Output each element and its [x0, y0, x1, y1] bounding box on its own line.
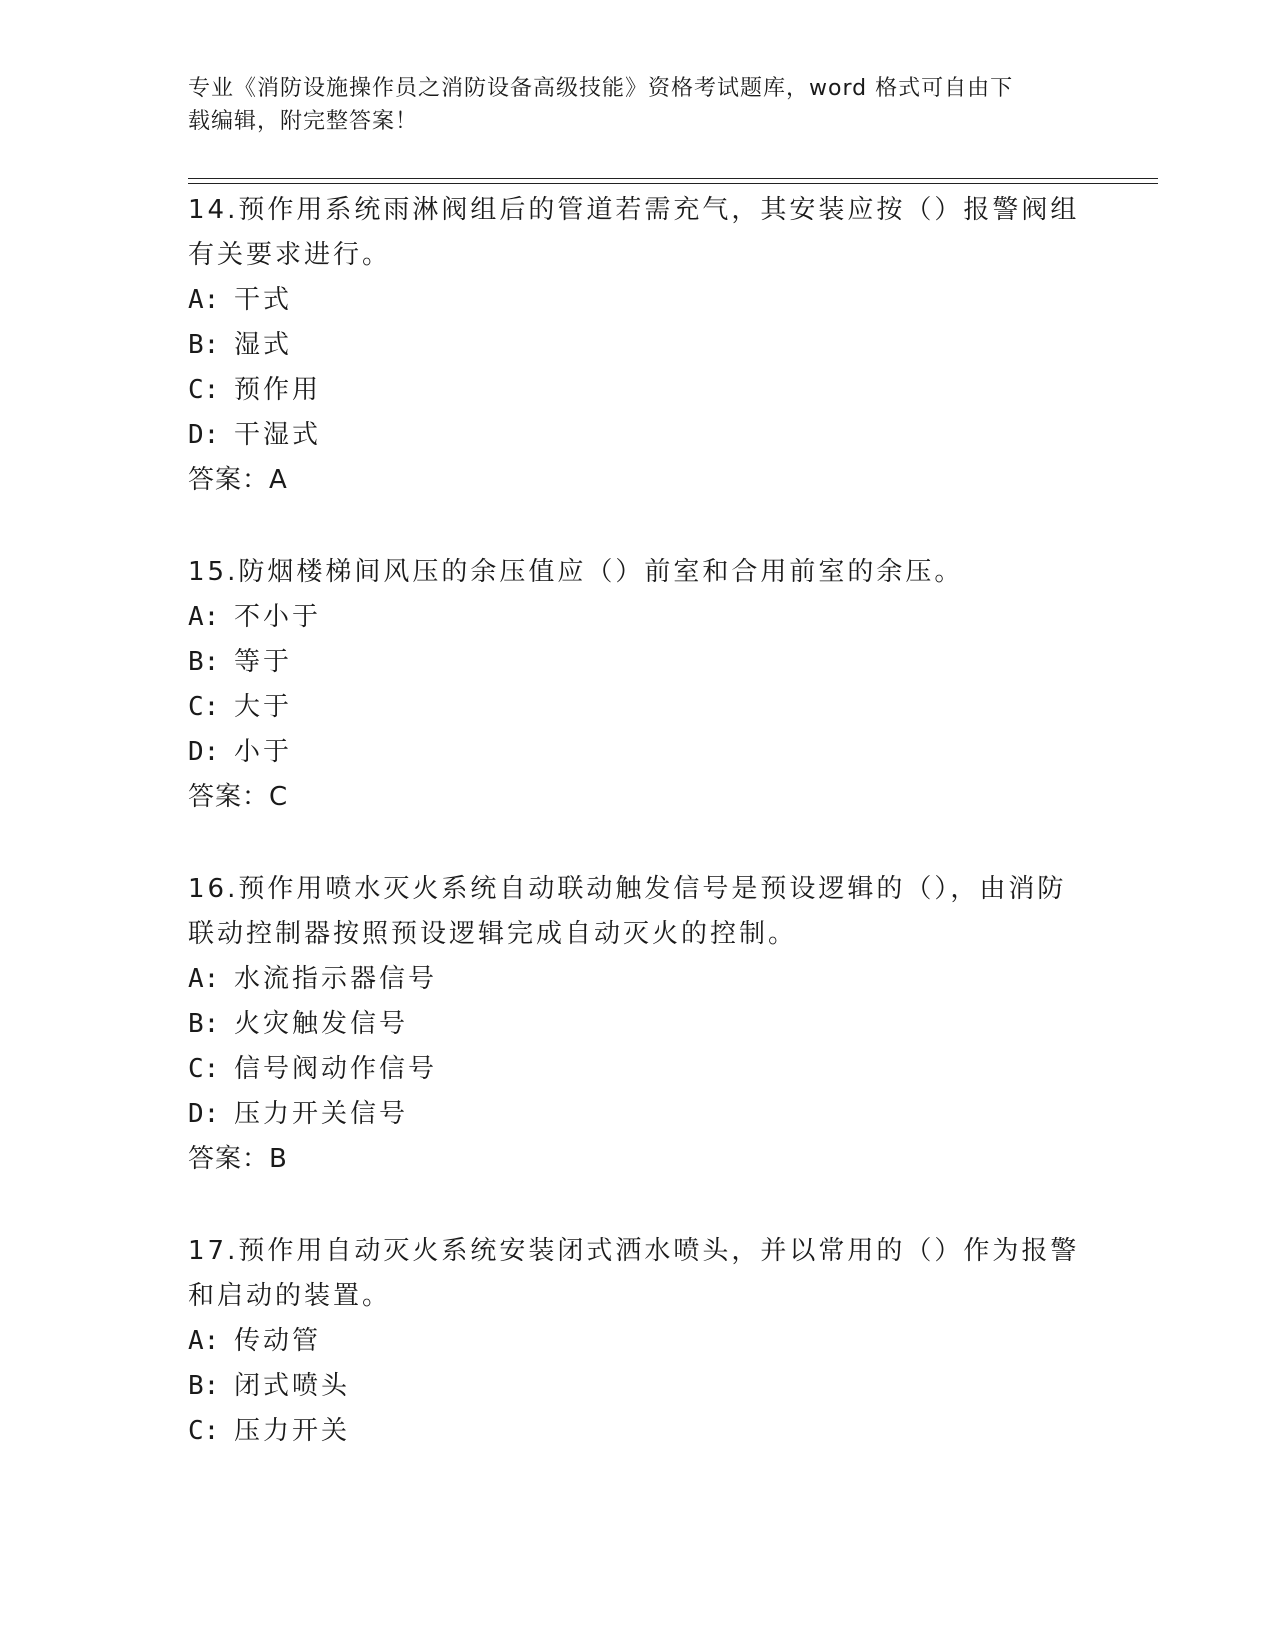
- header-divider-top: [188, 178, 1158, 179]
- option-key: B:: [188, 330, 220, 360]
- option-key: C:: [188, 1054, 220, 1084]
- option-a: [188, 957, 1088, 1002]
- option-key: D:: [188, 737, 220, 767]
- answer-value: C: [269, 782, 289, 812]
- option-text: 干湿式: [234, 420, 322, 450]
- question-stem-line: 和启动的装置。: [188, 1281, 392, 1311]
- option-b: [188, 640, 1088, 685]
- question-stem-line: 16.预作用喷水灭火系统自动联动触发信号是预设逻辑的（），由消防: [188, 874, 1067, 904]
- option-b: [188, 1364, 1088, 1409]
- option-key: C:: [188, 1416, 220, 1446]
- option-key: B:: [188, 647, 220, 677]
- option-key: A:: [188, 602, 220, 632]
- header-line-2: 载编辑，附完整答案！: [188, 109, 419, 134]
- answer-value: B: [269, 1144, 288, 1174]
- option-key: B:: [188, 1371, 220, 1401]
- option-key: C:: [188, 692, 220, 722]
- question-stem-line: 17.预作用自动灭火系统安装闭式洒水喷头，并以常用的（）作为报警: [188, 1236, 1080, 1266]
- option-d: [188, 1092, 1088, 1137]
- option-a: [188, 1319, 1088, 1364]
- question-16: [188, 867, 1088, 1182]
- option-c: [188, 1047, 1088, 1092]
- option-key: D:: [188, 420, 220, 450]
- answer-label: 答案：: [188, 1144, 270, 1174]
- answer-line: [188, 1137, 1088, 1182]
- option-a: [188, 278, 1088, 323]
- option-key: A:: [188, 964, 220, 994]
- option-b: [188, 1002, 1088, 1047]
- option-c: [188, 685, 1088, 730]
- option-text: 大于: [234, 692, 293, 722]
- option-key: D:: [188, 1099, 220, 1129]
- question-stem-line: 15.防烟楼梯间风压的余压值应（）前室和合用前室的余压。: [188, 557, 964, 587]
- option-text: 预作用: [234, 375, 322, 405]
- option-c: [188, 368, 1088, 413]
- option-text: 压力开关信号: [234, 1099, 409, 1129]
- answer-value: A: [269, 465, 288, 495]
- option-text: 水流指示器信号: [234, 964, 438, 994]
- option-text: 信号阀动作信号: [234, 1054, 438, 1084]
- question-14: [188, 188, 1088, 503]
- option-text: 湿式: [234, 330, 293, 360]
- answer-label: 答案：: [188, 782, 270, 812]
- option-text: 等于: [234, 647, 293, 677]
- option-text: 干式: [234, 285, 293, 315]
- question-stem-line: 14.预作用系统雨淋阀组后的管道若需充气，其安装应按（）报警阀组: [188, 195, 1080, 225]
- option-key: B:: [188, 1009, 220, 1039]
- header-line-1: 专业《消防设施操作员之消防设备高级技能》资格考试题库，word 格式可自由下: [188, 76, 1014, 101]
- answer-line: [188, 775, 1088, 820]
- answer-line: [188, 458, 1088, 503]
- option-d: [188, 730, 1088, 775]
- option-text: 闭式喷头: [234, 1371, 351, 1401]
- question-stem-line: 联动控制器按照预设逻辑完成自动灭火的控制。: [188, 919, 798, 949]
- question-list: [188, 188, 1088, 1454]
- option-b: [188, 323, 1088, 368]
- document-header: [188, 72, 1068, 138]
- option-c: [188, 1409, 1088, 1454]
- question-17: [188, 1229, 1088, 1454]
- answer-label: 答案：: [188, 465, 270, 495]
- option-text: 火灾触发信号: [234, 1009, 409, 1039]
- question-15: [188, 550, 1088, 820]
- option-key: A:: [188, 285, 220, 315]
- option-text: 传动管: [234, 1326, 322, 1356]
- option-text: 压力开关: [234, 1416, 351, 1446]
- option-a: [188, 595, 1088, 640]
- option-d: [188, 413, 1088, 458]
- question-stem-line: 有关要求进行。: [188, 240, 392, 270]
- option-key: A:: [188, 1326, 220, 1356]
- option-text: 不小于: [234, 602, 322, 632]
- option-text: 小于: [234, 737, 293, 767]
- header-divider-bottom: [188, 183, 1158, 184]
- option-key: C:: [188, 375, 220, 405]
